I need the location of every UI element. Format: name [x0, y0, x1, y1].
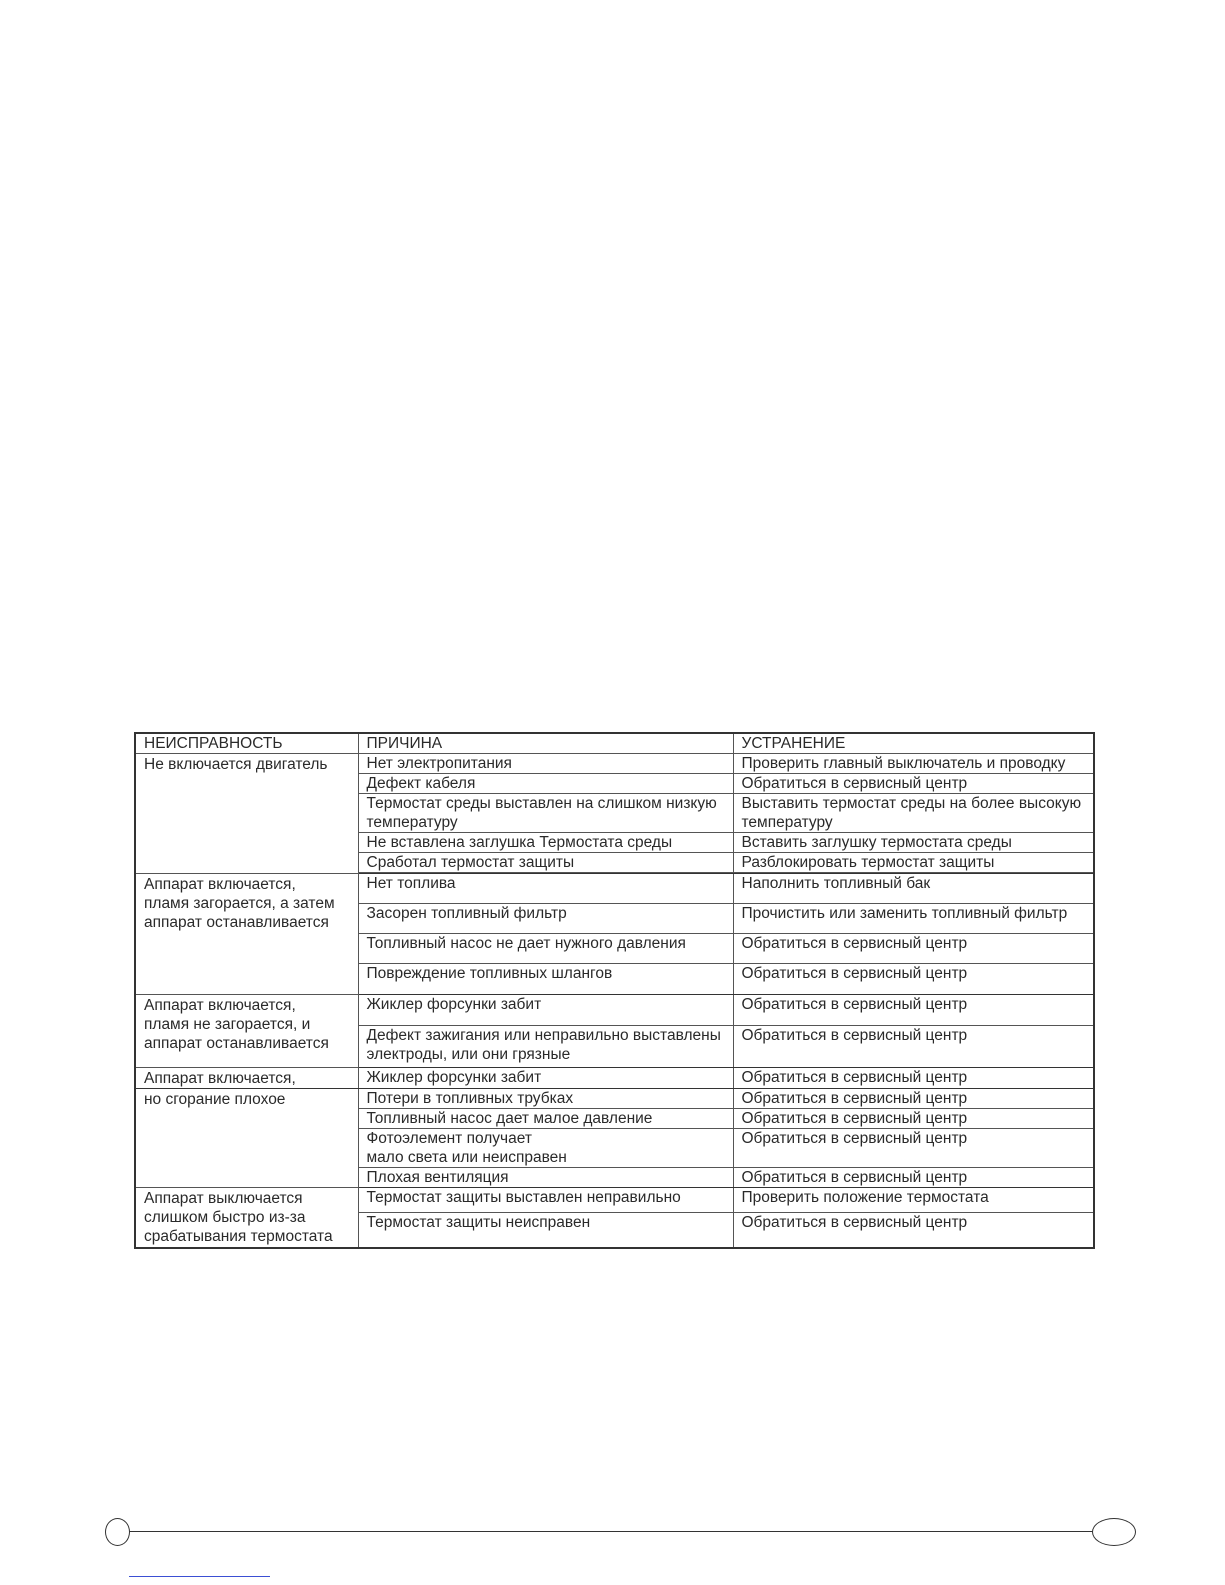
cause-cell: Термостат защиты неисправен [358, 1213, 733, 1248]
remedy-cell: Обратиться в сервисный центр [733, 1168, 1094, 1188]
table-row [135, 1068, 1094, 1089]
remedy-cell: Обратиться в сервисный центр [733, 964, 1094, 995]
cause-cell: Нет топлива [358, 874, 733, 904]
header-remedy: УСТРАНЕНИЕ [733, 733, 1094, 754]
remedy-cell: Обратиться в сервисный центр [733, 1109, 1094, 1129]
remedy-cell: Выставить термостат среды на более высокую температуру [733, 794, 1094, 833]
fault-cell: Не включается двигатель [135, 754, 358, 874]
header-fault: НЕИСПРАВНОСТЬ [135, 733, 358, 754]
remedy-cell: Обратиться в сервисный центр [733, 1068, 1094, 1089]
remedy-cell: Обратиться в сервисный центр [733, 1026, 1094, 1068]
page-number-circle-left [105, 1518, 130, 1546]
page-number-oval-right [1092, 1518, 1136, 1546]
remedy-cell: Вставить заглушку термостата среды [733, 833, 1094, 853]
cause-cell: Фотоэлемент получает мало света или неисправен [358, 1129, 733, 1168]
table-row [135, 754, 1094, 774]
remedy-cell: Обратиться в сервисный центр [733, 995, 1094, 1026]
fault-cell: Аппарат включается, пламя не загорается, и аппарат останавливается [135, 995, 358, 1068]
cause-cell: Нет электропитания [358, 754, 733, 774]
fault-cell: Аппарат выключается слишком быстро из-за срабатывания термостата [135, 1188, 358, 1248]
remedy-cell: Обратиться в сервисный центр [733, 774, 1094, 794]
remedy-cell: Проверить положение термостата [733, 1188, 1094, 1213]
bottom-link-underline [129, 1576, 270, 1577]
cause-cell: Термостат защиты выставлен неправильно [358, 1188, 733, 1213]
remedy-cell: Прочистить или заменить топливный фильтр [733, 904, 1094, 934]
cause-cell: Топливный насос дает малое давление [358, 1109, 733, 1129]
remedy-cell: Обратиться в сервисный центр [733, 1089, 1094, 1109]
header-cause: ПРИЧИНА [358, 733, 733, 754]
cause-cell: Дефект кабеля [358, 774, 733, 794]
cause-cell: Топливный насос не дает нужного давления [358, 934, 733, 964]
table-row [135, 1089, 1094, 1109]
fault-cell: но сгорание плохое [135, 1089, 358, 1188]
cause-cell: Дефект зажигания или неправильно выставлены электроды, или они грязные [358, 1026, 733, 1068]
cause-cell: Потери в топливных трубках [358, 1089, 733, 1109]
fault-cell: Аппарат включается, [135, 1068, 358, 1089]
table-header-row [135, 733, 1094, 754]
cause-cell: Засорен топливный фильтр [358, 904, 733, 934]
remedy-cell: Наполнить топливный бак [733, 874, 1094, 904]
troubleshooting-table [134, 732, 1095, 1249]
table-row [135, 874, 1094, 904]
cause-cell: Термостат среды выставлен на слишком низкую температуру [358, 794, 733, 833]
table-row [135, 1188, 1094, 1213]
cause-cell: Жиклер форсунки забит [358, 995, 733, 1026]
remedy-cell: Обратиться в сервисный центр [733, 1213, 1094, 1248]
footer-rule [118, 1531, 1094, 1532]
fault-cell: Аппарат включается, пламя загорается, а затем аппарат останавливается [135, 874, 358, 995]
cause-cell: Не вставлена заглушка Термостата среды [358, 833, 733, 853]
cause-cell: Жиклер форсунки забит [358, 1068, 733, 1089]
remedy-cell: Проверить главный выключатель и проводку [733, 754, 1094, 774]
remedy-cell: Обратиться в сервисный центр [733, 934, 1094, 964]
remedy-cell: Обратиться в сервисный центр [733, 1129, 1094, 1168]
remedy-cell: Разблокировать термостат защиты [733, 853, 1094, 873]
table-row [135, 995, 1094, 1026]
cause-cell: Плохая вентиляция [358, 1168, 733, 1188]
cause-cell: Сработал термостат защиты [358, 853, 733, 873]
cause-cell: Повреждение топливных шлангов [358, 964, 733, 995]
